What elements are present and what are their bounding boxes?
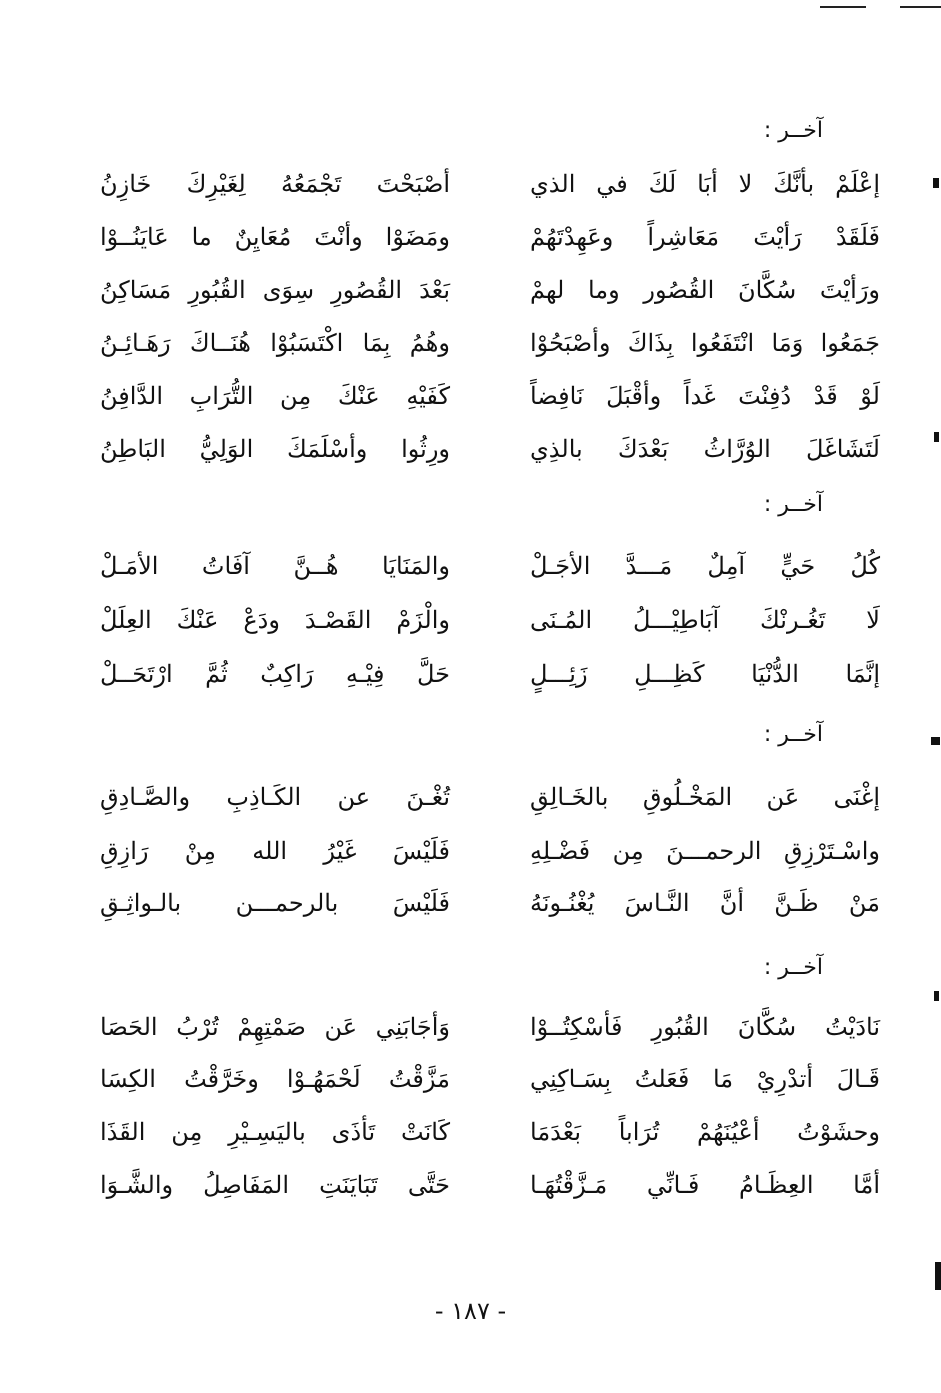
verse-second-hemistich: وَأجَابَنِي عَن صَمْتِهِمْ تُرْبُ الحَصَا <box>100 1013 450 1041</box>
verse-second-hemistich: مَزَّقْتُ لَحْمَهُـوْا وخَرَّقْتُ الكِسَا <box>100 1065 450 1093</box>
scan-edge-mark <box>934 991 939 1001</box>
verse <box>100 268 880 312</box>
verse-second-hemistich: ومَضَوْا وأنْتَ مُعَايِنٌ ما عَايَنُــوْا <box>100 223 450 251</box>
verse-first-hemistich: لَا تَغُـرنْكَ آبَاطِيْـــلُ المُـنَى <box>530 606 880 634</box>
verse-second-hemistich: تُغْـنَ عن الكَـاذِبِ والصَّـادِقِ <box>100 783 450 811</box>
page-number: - ١٨٧ - <box>434 1297 507 1325</box>
verse <box>100 1163 880 1207</box>
verse-second-hemistich: والمَنَايَا هُــنَّ آفَاتُ الأمَـلْ <box>100 552 450 580</box>
scan-edge-mark <box>931 737 940 745</box>
section-heading: آخــر : <box>763 118 823 143</box>
verse-second-hemistich: فَلَيْسَ غَيْرُ الله مِنْ رَازِقِ <box>100 837 450 865</box>
verse <box>100 162 880 206</box>
verse <box>100 1057 880 1101</box>
verse-second-hemistich: كَانَتْ تَأذَى باليَسِـيْرِ مِن القَذَا <box>100 1118 450 1146</box>
verse-second-hemistich: كَفَيْهِ عَنْكَ مِن التُّرَابِ الدَّافِنُ <box>100 382 450 410</box>
verse-second-hemistich: والْزَمْ القَصْـدَ ودَعْ عَنْكَ العِلَلْ <box>100 606 450 634</box>
verse <box>100 829 880 873</box>
section-heading: آخــر : <box>763 722 823 747</box>
verse-first-hemistich: إنَّمَا الدُّنْيَا كَظِـــلِ زَئِـــلٍ <box>530 660 880 688</box>
verse <box>100 598 880 642</box>
verse-first-hemistich: لَوْ قَدْ دُفِنْتَ غَداً وأقْبَلَ نَافِضاً <box>530 382 880 410</box>
verse <box>100 775 880 819</box>
verse-first-hemistich: وحشَوْتُ أعْيُنَهُمْ تُرَاباً بَعْدَمَا <box>530 1118 880 1146</box>
verse-second-hemistich: حَلَّ فِيْـهِ رَاكِبٌ ثُمَّ ارْتَحَــلْ <box>100 660 450 688</box>
top-rule <box>820 6 866 8</box>
verse-second-hemistich: بَعْدَ القُصُورِ سِوَى القُبُورِ مَسَاكِنُ <box>100 276 450 304</box>
verse-second-hemistich: فَلَيْسَ بالرحمـــن بالـواثِـقِ <box>100 889 450 917</box>
verse-first-hemistich: ورَأيْتَ سُكَّانَ القُصُور وما لهمْ <box>530 276 880 304</box>
verse <box>100 544 880 588</box>
verse-first-hemistich: إعْلَمْ بأنَّكَ لا أبَا لَكَ في الذي <box>530 170 880 198</box>
section-heading: آخــر : <box>763 955 823 980</box>
verse-first-hemistich: واسْـتَرْزِقِ الرحمـــنَ مِن فَضْـلِهِ <box>530 837 880 865</box>
verse-first-hemistich: كُلُ حَيٍّ آمِلٌ مَـــدَّ الأجَـلْ <box>530 552 880 580</box>
verse-first-hemistich: فَلَقَدْ رَأيْتَ مَعَاشِراً وعَهِدْتَهُمْ <box>530 223 880 251</box>
verse-first-hemistich: نَادَيْتُ سُكَّانَ القُبُورِ فَأسْكِتُــوْا <box>530 1013 880 1041</box>
verse <box>100 1005 880 1049</box>
verse <box>100 374 880 418</box>
scan-edge-mark <box>934 432 939 442</box>
verse-first-hemistich: مَنْ ظَـنَّ أنَّ النَّـاسَ يُغْنُـونَهُ <box>530 889 880 917</box>
scan-edge-mark <box>935 1262 941 1290</box>
verse-first-hemistich: إغْنَى عَن المَخْـلُوقِ بالخَـالِقِ <box>530 783 880 811</box>
verse-second-hemistich: ورِثُوا وأسْلَمَكَ الوَلِيُّ البَاطِنُ <box>100 435 450 463</box>
verse <box>100 215 880 259</box>
verse <box>100 321 880 365</box>
verse <box>100 1110 880 1154</box>
scan-edge-mark <box>933 178 939 188</box>
verse-second-hemistich: أصْبَحْتَ تَجْمَعُهُ لِغَيْرِكَ خَازِنُ <box>100 170 450 198</box>
verse-first-hemistich: أمَّا العِظَـامُ فَـانِّي مَـزَّقْتُهَـا <box>530 1171 880 1199</box>
verse-first-hemistich: قَـالَ أتدْرِيْ مَا فَعَلتُ بِسَـاكِنِي <box>530 1065 880 1093</box>
verse-first-hemistich: لَتَشَاغَلَ الوُرَّاثُ بَعْدَكَ بالذِي <box>530 435 880 463</box>
verse <box>100 652 880 696</box>
verse <box>100 881 880 925</box>
verse-first-hemistich: جَمَعُوا وَمَا انْتَفَعُوا بِذَاكَ وأصْبَحُوْا <box>530 329 880 357</box>
top-rule <box>900 6 941 8</box>
section-heading: آخــر : <box>763 492 823 517</box>
verse-second-hemistich: حَتَّى تَبَايَنَتِ المَفَاصِلُ والشَّـوَا <box>100 1171 450 1199</box>
verse-second-hemistich: وهُمُ بِمَا اكْتَسَبُوْا هُنَــاكَ رَهَـائِـنُ <box>100 329 450 357</box>
verse <box>100 427 880 471</box>
